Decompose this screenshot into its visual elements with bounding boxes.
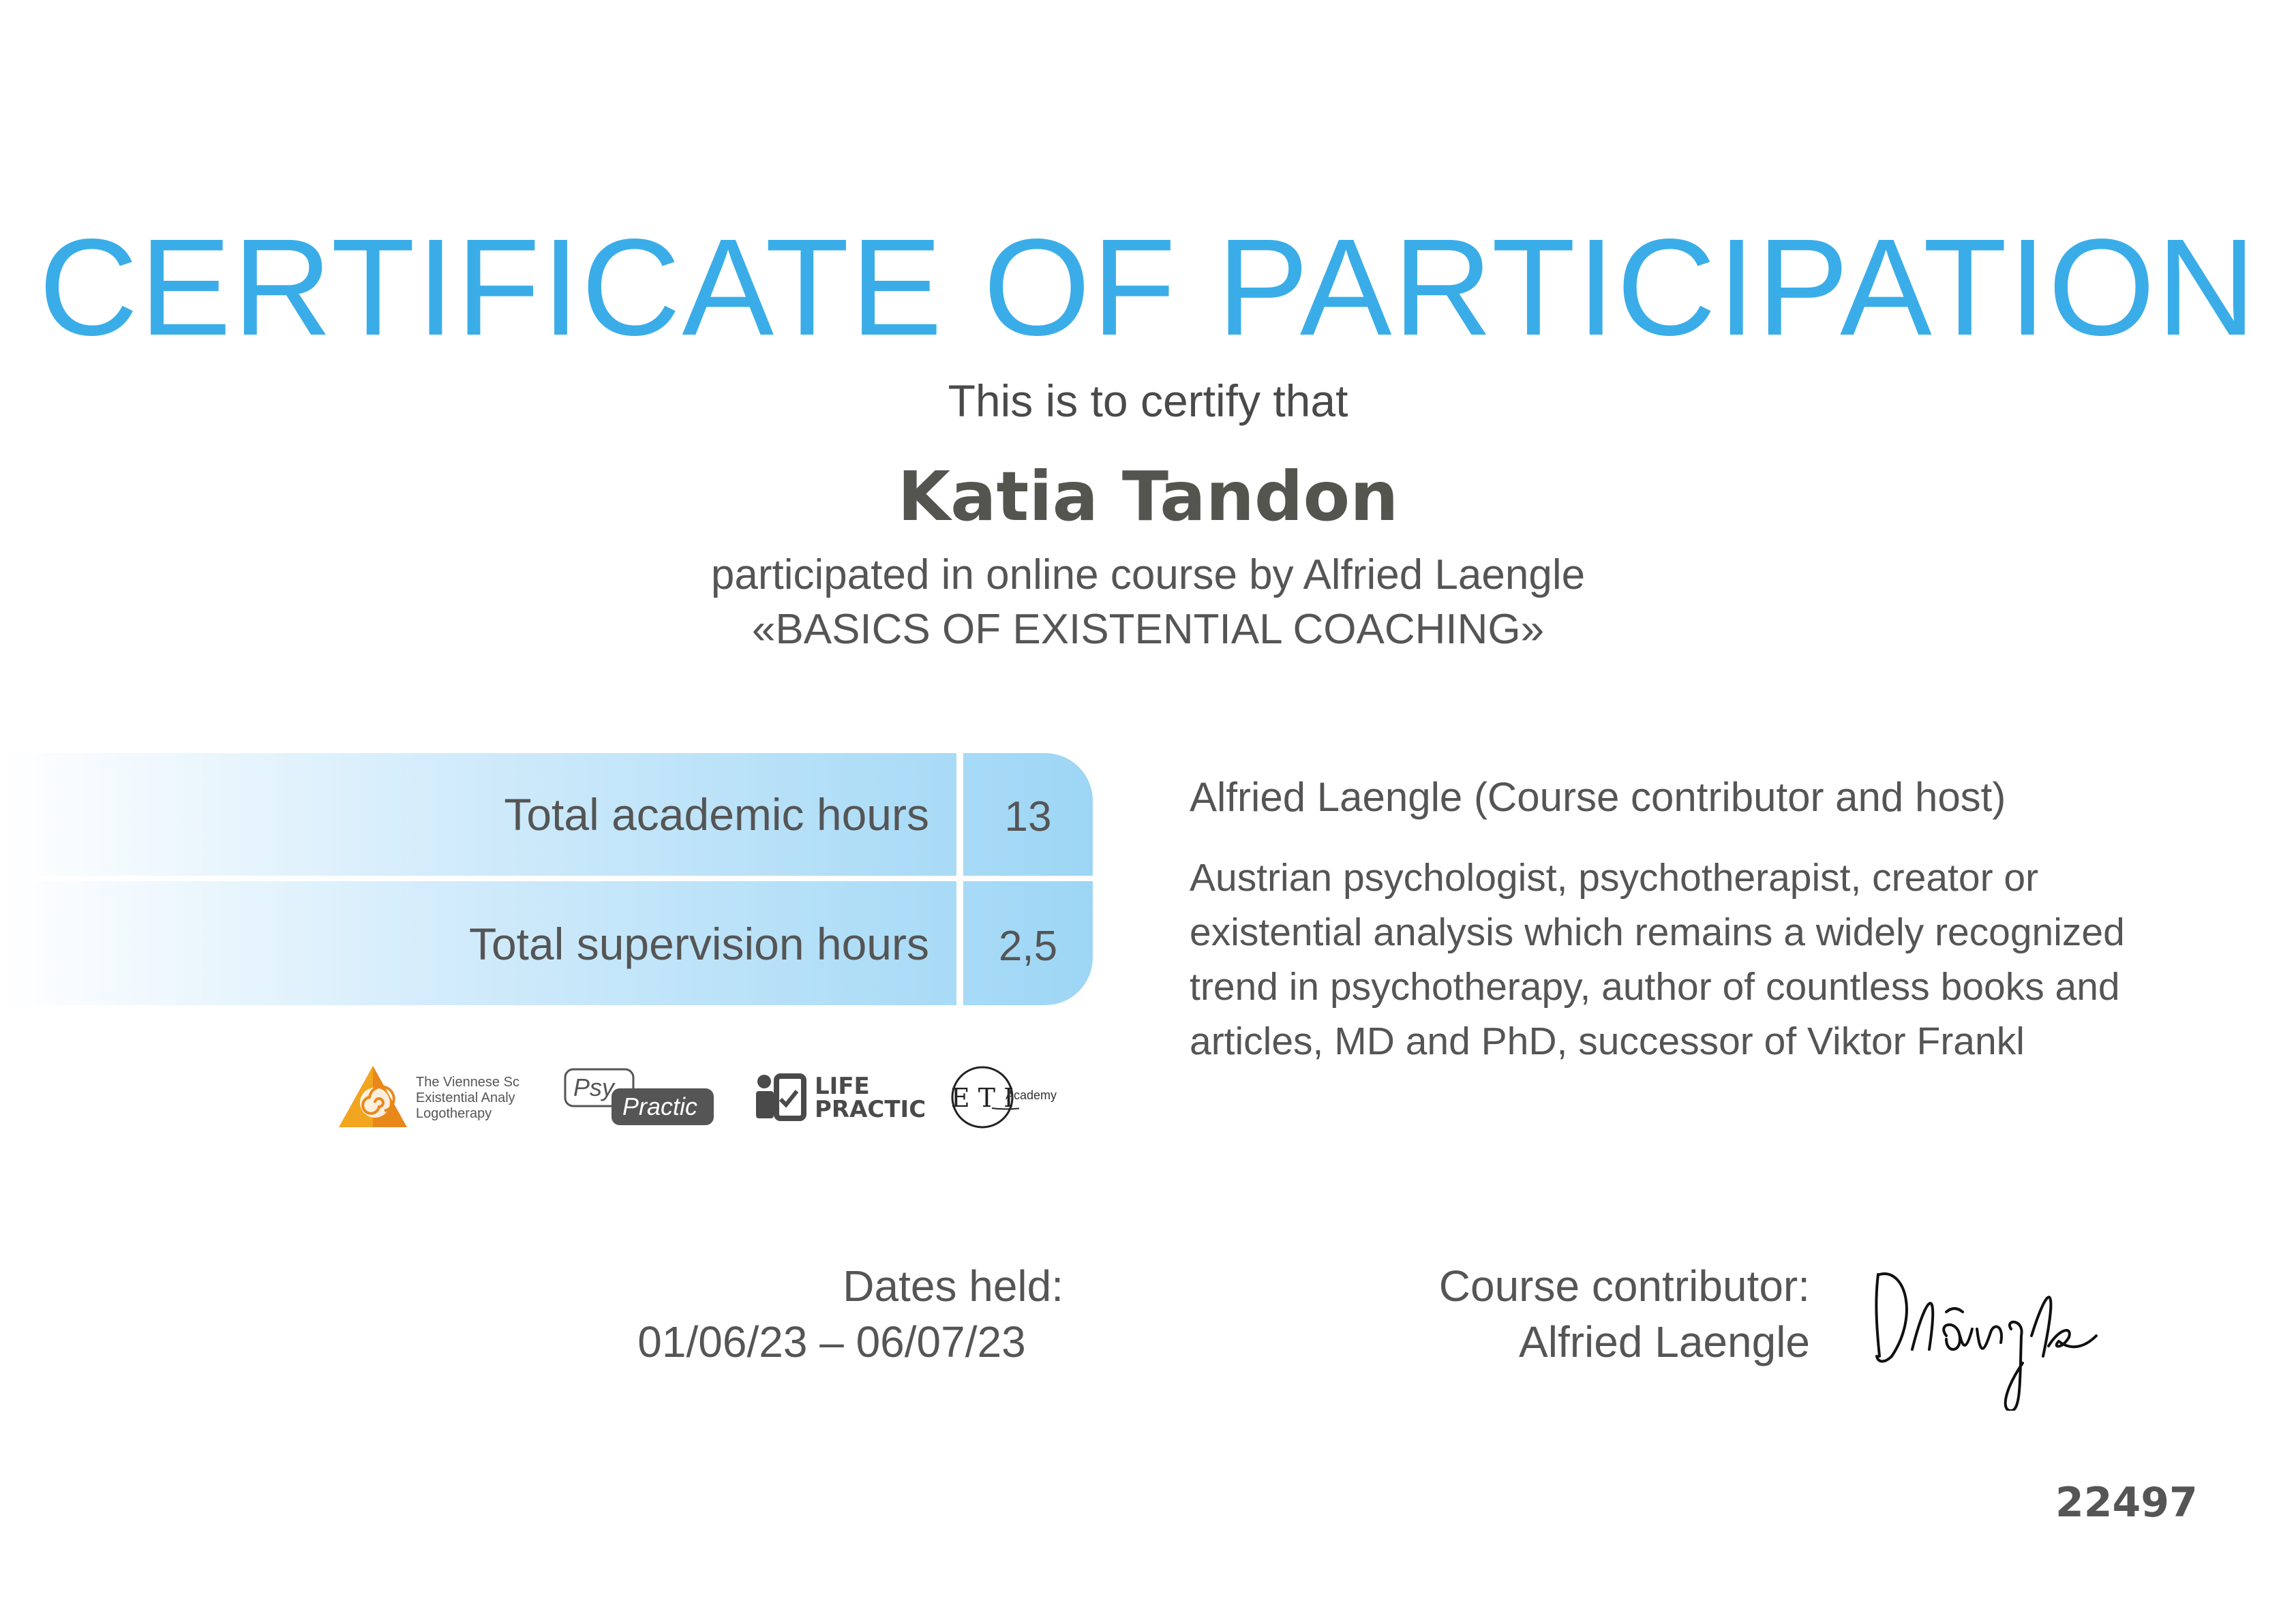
- viennese-school-text: The Viennese Sc Existential Analy Logotherapy: [416, 1075, 519, 1121]
- hours-panel: [0, 753, 1093, 1005]
- academic-hours-value: 13: [1004, 793, 1052, 840]
- hours-divider-vertical: [956, 753, 963, 1005]
- recipient-name: Katia Tandon: [897, 457, 1399, 536]
- supervision-hours-row: [0, 883, 1093, 1005]
- dates-value: 01/06/23 – 06/07/23: [637, 1317, 1026, 1366]
- course-description: participated in online course by Alfried Laengle: [710, 551, 1586, 598]
- psy-text: Psy: [573, 1073, 615, 1101]
- academic-hours-row: [0, 753, 1093, 876]
- certificate-title: CERTIFICATE OF PARTICIPATION: [38, 210, 2258, 364]
- contributor-name: Alfried Laengle: [1519, 1317, 1810, 1366]
- certificate-number: 22497: [2055, 1479, 2198, 1527]
- viennese-school-logo: [337, 1060, 528, 1135]
- eta-academy-logo: [951, 1060, 1063, 1135]
- lifepractic-logo: [753, 1060, 924, 1135]
- supervision-hours-label: Total supervision hours: [468, 919, 929, 969]
- signature-image: [1864, 1254, 2137, 1411]
- contributor-bio-text: Austrian psychologist, psychotherapist, creator or existential analysis which remains a widely recognized trend in psychotherapy, author of countless books and articles, MD and PhD, successor of Viktor Frankl: [1190, 856, 2125, 1063]
- supervision-hours-value: 2,5: [998, 923, 1058, 970]
- hours-divider-horizontal: [0, 876, 1093, 881]
- course-title: «BASICS OF EXISTENTIAL COACHING»: [751, 606, 1545, 653]
- partner-logos: [337, 1060, 1063, 1135]
- triangle-spiral-icon: [337, 1063, 409, 1131]
- academy-text: Academy: [1006, 1088, 1057, 1102]
- contributor-bio-heading: Alfried Laengle (Course contributor and host): [1190, 774, 2006, 820]
- svg-text:E T I: E T I: [951, 1083, 1014, 1113]
- academic-hours-label: Total academic hours: [504, 789, 929, 840]
- person-board-icon: [753, 1072, 808, 1127]
- practic-text: Practic: [622, 1092, 698, 1120]
- psypractic-logo: [562, 1060, 719, 1135]
- contributor-label: Course contributor:: [1438, 1261, 1810, 1311]
- certify-text: This is to certify that: [948, 376, 1348, 426]
- dates-label: Dates held:: [843, 1261, 1063, 1311]
- lifepractic-text: LIFE PRACTIC: [815, 1073, 926, 1123]
